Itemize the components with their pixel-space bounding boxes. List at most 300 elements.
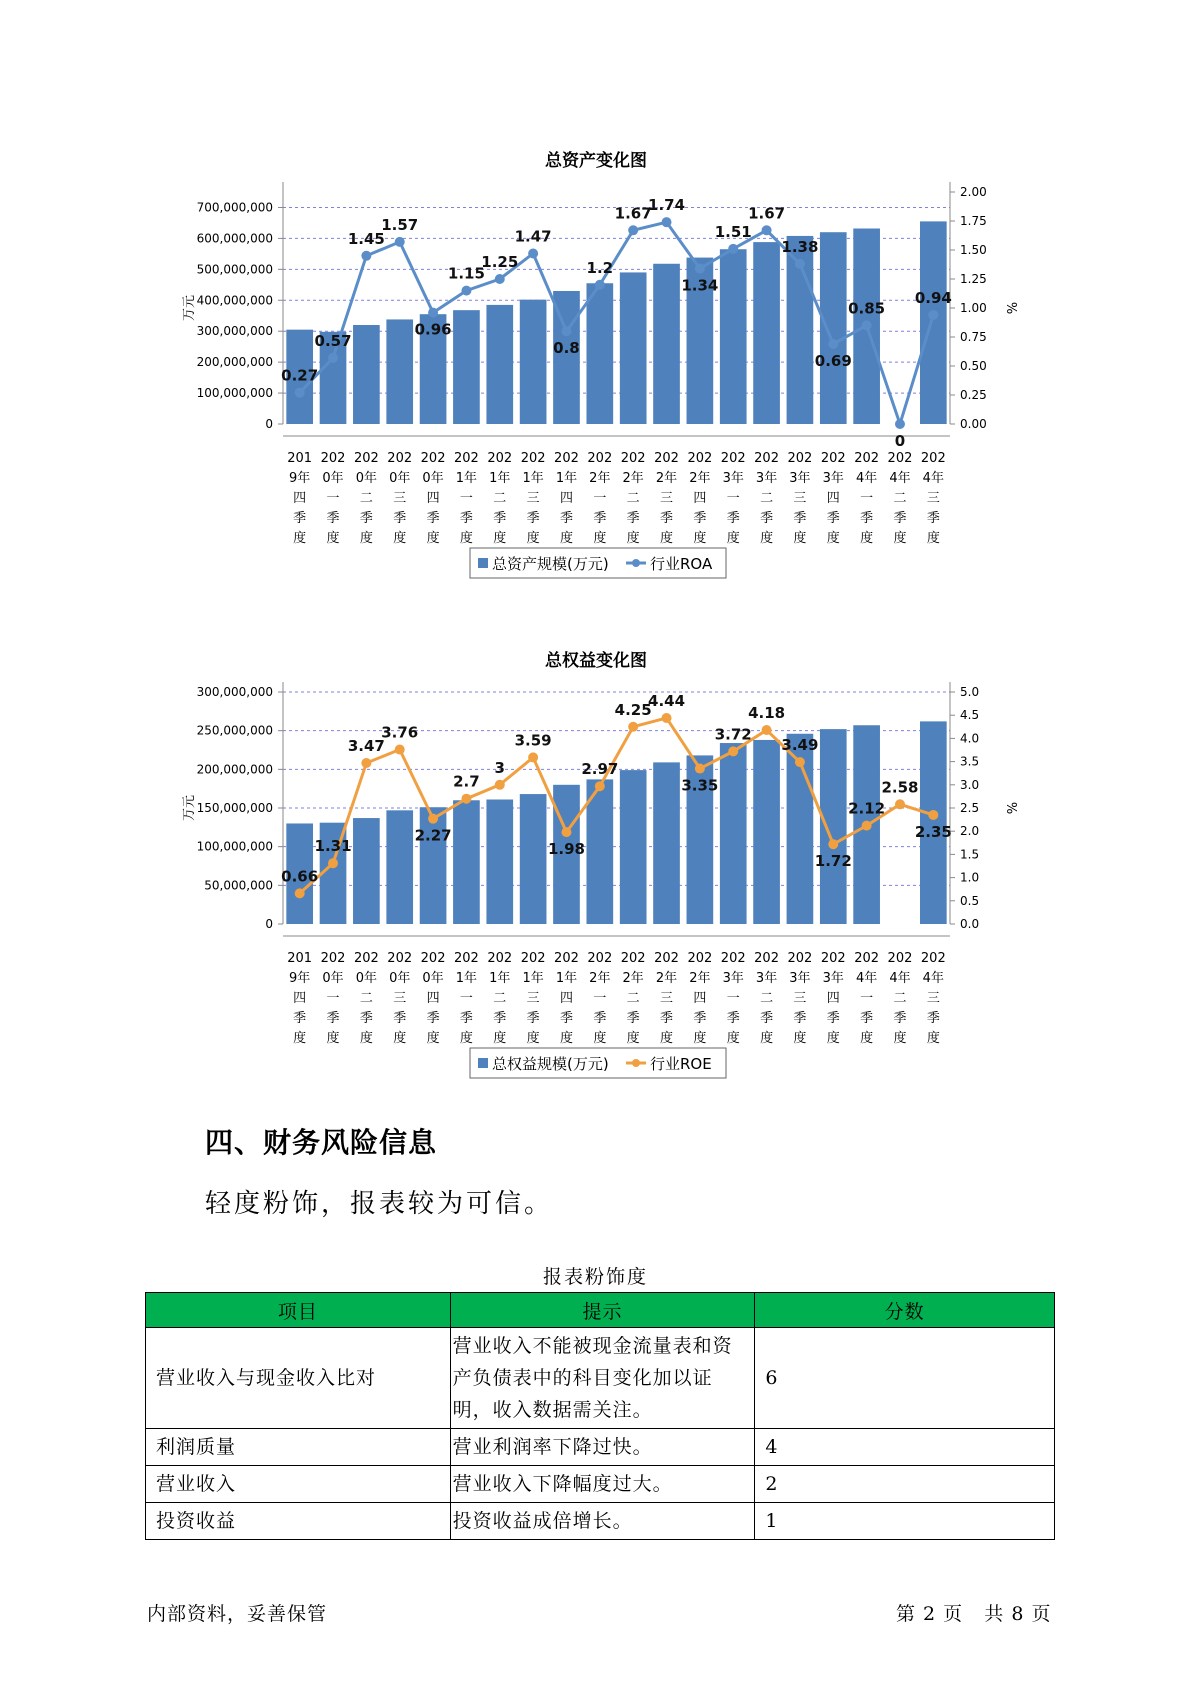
x-tick-label-line: 三 (926, 991, 940, 1006)
x-tick-label-line: 三 (393, 991, 407, 1006)
row-item: 营业收入 (146, 1466, 451, 1503)
x-tick-label-line: 三 (660, 991, 674, 1006)
bar (820, 729, 847, 924)
data-label: 1.74 (648, 196, 686, 215)
data-label: 1.2 (586, 258, 614, 277)
x-tick-label-line: 季 (359, 1011, 373, 1026)
bar (453, 800, 480, 924)
y-tick-label: 100,000,000 (196, 386, 273, 401)
x-tick-label-line: 季 (326, 1011, 340, 1026)
x-tick-label-line: 一 (459, 991, 473, 1006)
x-tick-label-line: 四 (426, 991, 440, 1006)
footer-page-number: 第 2 页 共 8 页 (896, 1603, 1052, 1625)
x-tick-label-line: 季 (559, 1011, 573, 1026)
y-tick-label: 500,000,000 (196, 262, 273, 277)
data-label: 1.25 (481, 253, 519, 271)
x-tick-label (554, 451, 579, 546)
x-tick-label-line: 202 (887, 451, 913, 466)
x-tick-label-line: 季 (726, 511, 740, 526)
x-tick-label-line: 三 (393, 491, 407, 506)
x-tick-label-line: 202 (454, 451, 479, 466)
x-tick-label (387, 451, 412, 546)
x-tick-label-line: 1年 (489, 971, 511, 986)
x-tick-label-line: 四 (559, 491, 573, 506)
x-tick-label-line: 202 (353, 951, 379, 966)
x-tick-label (854, 451, 879, 546)
x-tick-label-line: 季 (393, 1011, 407, 1026)
x-tick-label (321, 951, 346, 1046)
x-tick-label-line: 202 (387, 451, 413, 466)
y2-tick-label: 4.0 (960, 731, 980, 746)
line-point (595, 280, 605, 290)
x-tick-label-line: 度 (793, 1031, 807, 1046)
x-tick-label (721, 951, 746, 1046)
x-tick-label-line: 季 (593, 1011, 607, 1026)
line-point (395, 745, 405, 755)
data-label: 1.31 (314, 837, 352, 856)
x-tick-label-line: 202 (487, 451, 513, 466)
x-tick-label-line: 二 (760, 491, 774, 506)
x-tick-label-line: 季 (359, 511, 373, 526)
table-row (146, 1503, 1055, 1540)
x-tick-label (821, 951, 846, 1046)
x-tick-label-line: 2年 (689, 471, 711, 486)
line-point (828, 839, 838, 849)
x-tick-label-line: 季 (693, 1011, 707, 1026)
line-point (895, 419, 905, 429)
x-tick-label-line: 9年 (289, 471, 311, 486)
data-label: 1.15 (447, 264, 485, 283)
x-tick-label (354, 951, 379, 1046)
data-label: 2.12 (848, 799, 886, 818)
line-point (795, 757, 805, 767)
x-tick-label-line: 三 (793, 491, 807, 506)
x-tick-label-line: 202 (820, 451, 846, 466)
x-tick-label-line: 1年 (555, 471, 578, 486)
y2-tick-label: 0.50 (960, 359, 987, 373)
x-tick-label-line: 度 (326, 531, 340, 546)
bar (753, 740, 780, 924)
x-tick-label-line: 度 (926, 531, 940, 546)
x-tick-label-line: 度 (393, 531, 407, 546)
line-point (862, 821, 872, 831)
y2-axis-label: % (1003, 301, 1018, 315)
total-equity-chart-svg (0, 640, 1191, 1100)
x-tick-label-line: 202 (587, 451, 613, 466)
data-label: 0.85 (848, 299, 886, 318)
x-tick-label-line: 度 (526, 531, 540, 546)
x-tick-label-line: 0年 (389, 471, 411, 486)
row-item: 利润质量 (146, 1429, 451, 1466)
x-tick-label-line: 季 (660, 511, 674, 526)
data-label: 0.8 (553, 339, 580, 358)
row-item: 营业收入与现金收入比对 (146, 1328, 451, 1429)
x-tick-label-line: 季 (293, 1011, 307, 1026)
y2-tick-label: 3.0 (960, 777, 980, 792)
x-tick-label (854, 951, 879, 1046)
x-tick-label-line: 二 (493, 991, 507, 1006)
row-score: 2 (755, 1466, 1055, 1503)
y-tick-label: 300,000,000 (196, 685, 273, 699)
header-hint: 提示 (450, 1293, 755, 1328)
x-tick-label-line: 二 (359, 991, 373, 1006)
x-tick-label-line: 0年 (355, 471, 378, 486)
x-tick-label (554, 951, 579, 1046)
data-label: 3.35 (681, 776, 719, 795)
x-tick-label-line: 季 (893, 1011, 907, 1026)
y2-tick-label: 4.5 (960, 708, 980, 723)
data-label: 4.44 (648, 691, 686, 710)
x-tick-label-line: 二 (626, 991, 640, 1006)
legend-line-label: 行业ROE (650, 1055, 712, 1073)
x-tick-label-line: 202 (654, 451, 679, 466)
x-tick-label-line: 3年 (822, 471, 844, 486)
legend (470, 548, 726, 578)
x-tick-label-line: 202 (420, 951, 446, 966)
data-label: 1.98 (547, 840, 585, 859)
data-label: 1.34 (681, 276, 719, 295)
data-label: 1.47 (514, 227, 552, 246)
y-tick-label: 300,000,000 (196, 324, 273, 339)
x-tick-label-line: 度 (893, 1031, 907, 1046)
x-tick-label-line: 度 (926, 1031, 940, 1046)
x-tick-label-line: 度 (526, 1031, 540, 1046)
x-tick-label-line: 度 (359, 531, 373, 546)
x-tick-label (521, 451, 546, 546)
x-tick-label-line: 202 (787, 451, 813, 466)
x-tick-label-line: 3年 (789, 971, 811, 986)
x-tick-label-line: 三 (526, 991, 540, 1006)
x-tick-label-line: 202 (620, 451, 646, 466)
row-hint: 营业收入不能被现金流量表和资产负债表中的科目变化加以证明，收入数据需关注。 (450, 1328, 755, 1429)
x-tick-label-line: 度 (293, 1031, 307, 1046)
x-tick-label-line: 季 (426, 511, 440, 526)
data-label: 3.59 (514, 731, 552, 750)
bar (353, 818, 380, 924)
x-tick-label (287, 951, 312, 1046)
x-tick-label-line: 度 (826, 1031, 840, 1046)
x-tick-label-line: 3年 (755, 971, 778, 986)
legend-line-marker (632, 559, 640, 567)
bar (620, 770, 647, 924)
x-tick-label-line: 季 (826, 511, 840, 526)
x-tick-label-line: 度 (893, 531, 907, 546)
x-tick-label-line: 三 (793, 991, 807, 1006)
x-tick-label-line: 季 (626, 1011, 640, 1026)
x-tick-label-line: 202 (554, 451, 579, 466)
x-tick-label-line: 1年 (555, 971, 578, 986)
line-point (662, 217, 672, 227)
x-tick-label-line: 季 (860, 1011, 874, 1026)
y2-tick-label: 1.00 (960, 301, 987, 315)
x-tick-label-line: 202 (387, 951, 413, 966)
data-label: 2.7 (453, 772, 480, 791)
x-tick-label-line: 202 (754, 451, 779, 466)
y2-tick-label: 2.0 (960, 824, 980, 839)
y2-tick-label: 2.5 (960, 801, 980, 815)
table-row (146, 1429, 1055, 1466)
x-tick-label-line: 四 (826, 991, 840, 1006)
data-label: 1.67 (748, 204, 786, 223)
line-point (728, 746, 738, 756)
bar (386, 810, 413, 924)
x-tick-label-line: 季 (526, 1011, 540, 1026)
x-tick-label-line: 二 (760, 991, 774, 1006)
y-tick-label: 600,000,000 (196, 231, 273, 246)
x-tick-label-line: 度 (860, 531, 874, 546)
x-tick-label-line: 202 (754, 951, 779, 966)
row-score: 1 (755, 1503, 1055, 1540)
legend-bar-swatch (478, 558, 488, 568)
x-tick-label (287, 451, 312, 546)
row-score: 6 (755, 1328, 1055, 1429)
x-tick-label-line: 0年 (422, 971, 444, 986)
bar (386, 319, 413, 424)
line-point (361, 758, 371, 768)
y2-tick-label: 0.00 (960, 417, 987, 431)
legend-bar-swatch (478, 1058, 488, 1068)
x-tick-label-line: 季 (826, 1011, 840, 1026)
x-tick-label-line: 四 (293, 491, 307, 506)
x-tick-label-line: 季 (293, 511, 307, 526)
data-label: 4.25 (614, 700, 652, 719)
x-tick-label-line: 季 (760, 1011, 774, 1026)
table-row (146, 1466, 1055, 1503)
y2-tick-label: 1.5 (960, 847, 980, 862)
x-tick-label (754, 951, 779, 1046)
y2-axis-label: % (1003, 801, 1018, 815)
data-label: 1.57 (381, 215, 419, 234)
x-tick-label (721, 451, 746, 546)
line-point (595, 781, 605, 791)
line-point (762, 725, 772, 735)
x-tick-label (788, 451, 813, 546)
bar (353, 325, 380, 424)
row-hint: 营业利润率下降过快。 (450, 1429, 755, 1466)
x-tick-label-line: 季 (459, 511, 473, 526)
x-tick-label-line: 季 (926, 511, 940, 526)
data-label: 2.27 (414, 826, 452, 845)
y-tick-label: 100,000,000 (196, 839, 273, 854)
x-tick-label-line: 度 (559, 531, 573, 546)
x-tick-label-line: 202 (320, 951, 346, 966)
line-point (628, 722, 638, 732)
x-tick-label (654, 451, 679, 546)
bar (653, 264, 680, 424)
bar (486, 799, 513, 924)
bar (520, 300, 547, 424)
x-tick-label-line: 201 (287, 951, 313, 966)
x-tick-label-line: 202 (654, 951, 679, 966)
data-label: 0.27 (281, 366, 319, 385)
x-tick-label (454, 451, 479, 546)
total-equity-chart (0, 640, 1191, 1100)
x-tick-label (487, 451, 512, 546)
x-tick-label-line: 季 (559, 511, 573, 526)
bar (720, 743, 747, 924)
x-tick-label-line: 度 (626, 531, 640, 546)
line-point (728, 244, 738, 254)
x-tick-label-line: 202 (487, 951, 513, 966)
x-tick-label-line: 一 (593, 991, 607, 1006)
y2-tick-label: 2.00 (960, 185, 987, 199)
y2-tick-label: 0.0 (960, 917, 980, 931)
x-tick-label (487, 951, 512, 1046)
line-point (561, 827, 571, 837)
x-tick-label-line: 4年 (855, 471, 878, 486)
data-label: 0.57 (314, 331, 352, 350)
table-caption: 报表粉饰度 (542, 1266, 648, 1288)
x-tick-label-line: 一 (726, 491, 740, 506)
x-tick-label-line: 季 (860, 511, 874, 526)
total-assets-chart-svg (0, 140, 1191, 600)
legend-line-label: 行业ROA (650, 555, 713, 573)
x-tick-label-line: 三 (660, 491, 674, 506)
x-tick-label (921, 951, 946, 1046)
x-tick-label (387, 951, 412, 1046)
x-tick-label-line: 一 (726, 991, 740, 1006)
y-tick-label: 200,000,000 (196, 355, 273, 370)
x-tick-label-line: 0年 (322, 971, 344, 986)
x-tick-label-line: 度 (660, 531, 674, 546)
data-label: 0.96 (414, 320, 452, 339)
line-point (695, 264, 705, 274)
line-point (495, 274, 505, 284)
y2-tick-label: 5.0 (960, 685, 980, 699)
line-point (361, 251, 371, 261)
x-tick-label-line: 度 (726, 1031, 740, 1046)
line-point (461, 794, 471, 804)
x-tick-label-line: 二 (893, 991, 907, 1006)
line-point (528, 752, 538, 762)
line-point (862, 320, 872, 330)
data-label: 0.94 (914, 288, 952, 307)
line-point (328, 858, 338, 868)
line-point (895, 799, 905, 809)
x-tick-label-line: 202 (687, 451, 713, 466)
row-score: 4 (755, 1429, 1055, 1466)
x-tick-label-line: 度 (559, 1031, 573, 1046)
x-tick-label-line: 度 (660, 1031, 674, 1046)
x-tick-label-line: 4年 (922, 971, 944, 986)
x-tick-label-line: 1年 (522, 471, 544, 486)
data-label: 1.45 (347, 229, 385, 248)
x-tick-label-line: 度 (493, 1031, 507, 1046)
x-tick-label-line: 度 (726, 531, 740, 546)
x-tick-label-line: 季 (793, 1011, 807, 1026)
x-tick-label-line: 202 (720, 951, 746, 966)
y2-tick-label: 1.75 (960, 214, 987, 228)
legend-line-marker (632, 1059, 640, 1067)
data-label: 2.58 (881, 778, 919, 797)
data-label: 0.66 (281, 867, 319, 886)
y2-tick-label: 0.25 (960, 388, 987, 402)
x-tick-label (821, 451, 846, 546)
x-tick-label-line: 2年 (689, 971, 711, 986)
x-tick-label-line: 度 (793, 531, 807, 546)
data-label: 4.18 (748, 704, 786, 723)
x-tick-label (654, 951, 679, 1046)
bar (586, 283, 613, 424)
x-tick-label (788, 951, 813, 1046)
data-label: 3.72 (714, 725, 752, 744)
data-label: 1.72 (814, 852, 852, 871)
x-tick-label (454, 951, 479, 1046)
x-tick-label-line: 202 (554, 951, 579, 966)
legend-bar-label: 总资产规模(万元) (492, 555, 609, 573)
x-tick-label-line: 度 (626, 1031, 640, 1046)
x-tick-label (587, 451, 612, 546)
y2-tick-label: 0.75 (960, 330, 987, 344)
x-tick-label (921, 451, 946, 546)
row-hint: 营业收入下降幅度过大。 (450, 1466, 755, 1503)
line-point (795, 259, 805, 269)
data-label: 1.38 (781, 237, 819, 256)
x-tick-label-line: 202 (320, 451, 346, 466)
data-label: 3.49 (781, 736, 819, 755)
x-tick-label-line: 2年 (589, 971, 611, 986)
data-label: 3.47 (347, 736, 385, 755)
x-tick-label-line: 季 (693, 511, 707, 526)
x-tick-label (621, 951, 646, 1046)
bar (520, 794, 547, 924)
bar (920, 221, 947, 424)
x-tick-label-line: 201 (287, 451, 313, 466)
y-tick-label: 250,000,000 (196, 723, 273, 738)
x-tick-label-line: 2年 (589, 471, 611, 486)
x-tick-label-line: 季 (326, 511, 340, 526)
x-tick-label-line: 四 (826, 491, 840, 506)
x-tick-label-line: 季 (626, 511, 640, 526)
x-tick-label-line: 度 (393, 1031, 407, 1046)
x-tick-label-line: 3年 (722, 971, 744, 986)
row-item: 投资收益 (146, 1503, 451, 1540)
data-label: 1.67 (614, 204, 652, 223)
bar (453, 310, 480, 424)
x-tick-label-line: 四 (693, 491, 707, 506)
y-tick-label: 700,000,000 (196, 200, 273, 215)
x-tick-label-line: 四 (693, 991, 707, 1006)
data-label: 0 (894, 432, 906, 450)
x-tick-label (354, 451, 379, 546)
x-tick-label-line: 度 (760, 1031, 774, 1046)
line-point (928, 310, 938, 320)
y-tick-label: 400,000,000 (196, 293, 273, 308)
data-label: 1.51 (714, 222, 752, 241)
y2-tick-label: 1.0 (960, 870, 980, 885)
data-label: 3 (494, 758, 505, 777)
x-tick-label-line: 一 (326, 491, 340, 506)
header-item: 项目 (146, 1293, 451, 1328)
line-point (762, 225, 772, 235)
line-point (428, 814, 438, 824)
x-tick-label-line: 四 (559, 991, 573, 1006)
x-tick-label-line: 季 (660, 1011, 674, 1026)
x-tick-label-line: 4年 (889, 471, 911, 486)
x-tick-label (321, 451, 346, 546)
x-tick-label-line: 4年 (889, 971, 911, 986)
bar (420, 807, 447, 924)
x-tick-label-line: 二 (893, 491, 907, 506)
y2-tick-label: 1.25 (960, 272, 987, 286)
total-assets-chart (0, 140, 1191, 600)
y-axis-label: 万元 (182, 794, 197, 822)
bar (620, 272, 647, 424)
chart-title: 总资产变化图 (545, 151, 647, 171)
x-tick-label-line: 季 (493, 1011, 507, 1026)
x-tick-label-line: 202 (854, 951, 880, 966)
x-tick-label-line: 季 (926, 1011, 940, 1026)
